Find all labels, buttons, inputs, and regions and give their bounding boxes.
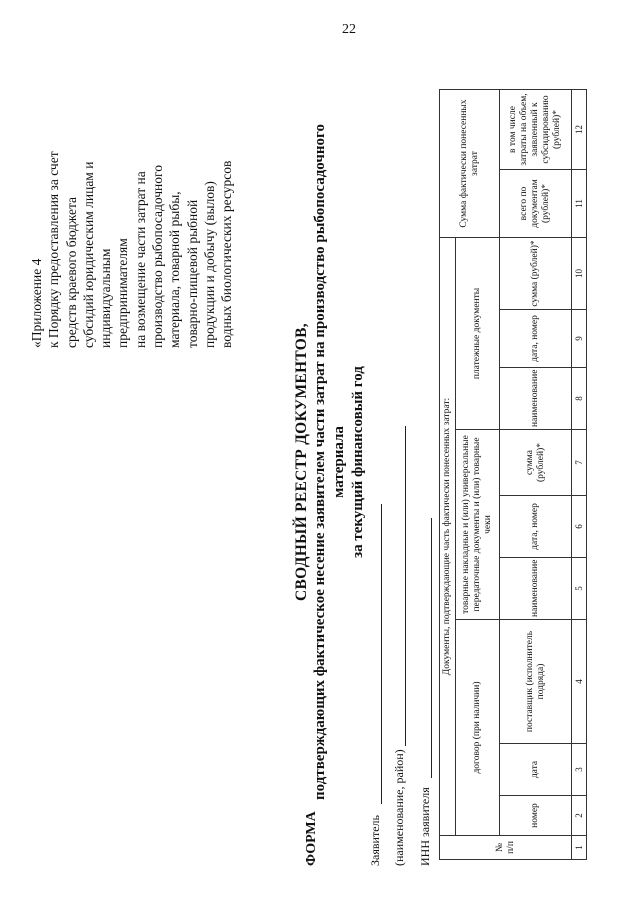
- column-number-row: [572, 89, 587, 859]
- column-number: 7: [572, 430, 587, 496]
- rotated-landscape-page: [22, 32, 616, 872]
- header-payment: платежные документы: [456, 238, 500, 430]
- title-line-1: СВОДНЫЙ РЕЕСТР ДОКУМЕНТОВ,: [293, 323, 310, 601]
- header-docs: Документы, подтверждающие часть фактически понесенных затрат:: [440, 238, 456, 836]
- column-number: 3: [572, 744, 587, 796]
- column-number: 9: [572, 310, 587, 368]
- inn-label: ИНН заявителя: [418, 787, 432, 866]
- header-total-subsidy: в том числе затраты на объем, заявленный к субсидированию (рублей)*: [500, 89, 572, 169]
- header-invoice-name: наименование: [500, 558, 572, 620]
- applicant-field[interactable]: [368, 815, 383, 866]
- appendix-line: водных биологических ресурсов: [219, 160, 235, 348]
- appendix-block: [28, 38, 236, 348]
- column-number: 10: [572, 238, 587, 310]
- column-number: 12: [572, 89, 587, 169]
- column-number: 6: [572, 496, 587, 558]
- inn-line: [431, 518, 432, 778]
- header-invoice-sum: сумма (рублей)*: [500, 430, 572, 496]
- header-contract: договор (при наличии): [456, 620, 500, 836]
- column-number: 11: [572, 170, 587, 238]
- applicant-label: Заявитель: [368, 815, 382, 866]
- header-payment-sum: сумма (рублей)*: [500, 238, 572, 310]
- title-line-2: подтверждающих фактическое несение заявителем части затрат на производство рыбопосадочного материала: [312, 124, 347, 800]
- header-supplier: поставщик (исполнитель подряда): [500, 620, 572, 744]
- column-number: 5: [572, 558, 587, 620]
- applicant-hint: [392, 749, 407, 866]
- header-total-all: всего по документам (рублей)*: [500, 170, 572, 238]
- appendix-line: на возмещение части затрат на: [132, 171, 148, 348]
- appendix-line: к Порядку предоставления за счет: [46, 151, 62, 348]
- appendix-line: субсидий юридическим лицам и: [80, 161, 96, 348]
- applicant-hint-line: [405, 426, 406, 746]
- header-payment-name: наименование: [500, 368, 572, 430]
- header-total: Сумма фактически понесенных затрат: [440, 89, 500, 237]
- header-payment-date: дата, номер: [500, 310, 572, 368]
- appendix-line: материала, товарной рыбы,: [167, 191, 183, 348]
- appendix-line: продукции и добычу (вылов): [201, 181, 217, 348]
- title-line-3: за текущий финансовый год: [350, 366, 366, 558]
- column-number: 1: [572, 836, 587, 860]
- applicant-hint-text: (наименование, район): [392, 749, 406, 866]
- header-contract-number: номер: [500, 796, 572, 836]
- form-label: ФОРМА: [304, 811, 319, 866]
- appendix-line: «Приложение 4: [29, 258, 44, 348]
- column-number: 4: [572, 620, 587, 744]
- appendix-line: средств краевого бюджета: [63, 196, 79, 348]
- appendix-line: производство рыбопосадочного: [150, 165, 166, 348]
- header-contract-date: дата: [500, 744, 572, 796]
- page-number: 22: [342, 22, 356, 37]
- column-number: 8: [572, 368, 587, 430]
- inn-field[interactable]: [418, 787, 433, 866]
- appendix-line: товарно-пищевой рыбной: [184, 199, 200, 348]
- header-invoice-date: дата, номер: [500, 496, 572, 558]
- appendix-line: индивидуальным: [98, 248, 114, 348]
- header-invoices: товарные накладные и (или) универсальные передаточные документы и (или) товарные чеки: [456, 430, 500, 620]
- appendix-line: предпринимателям: [115, 238, 131, 348]
- header-num: № п/п: [440, 836, 572, 860]
- registry-table: [439, 89, 587, 860]
- column-number: 2: [572, 796, 587, 836]
- applicant-line: [381, 504, 382, 804]
- document-title: [292, 112, 368, 812]
